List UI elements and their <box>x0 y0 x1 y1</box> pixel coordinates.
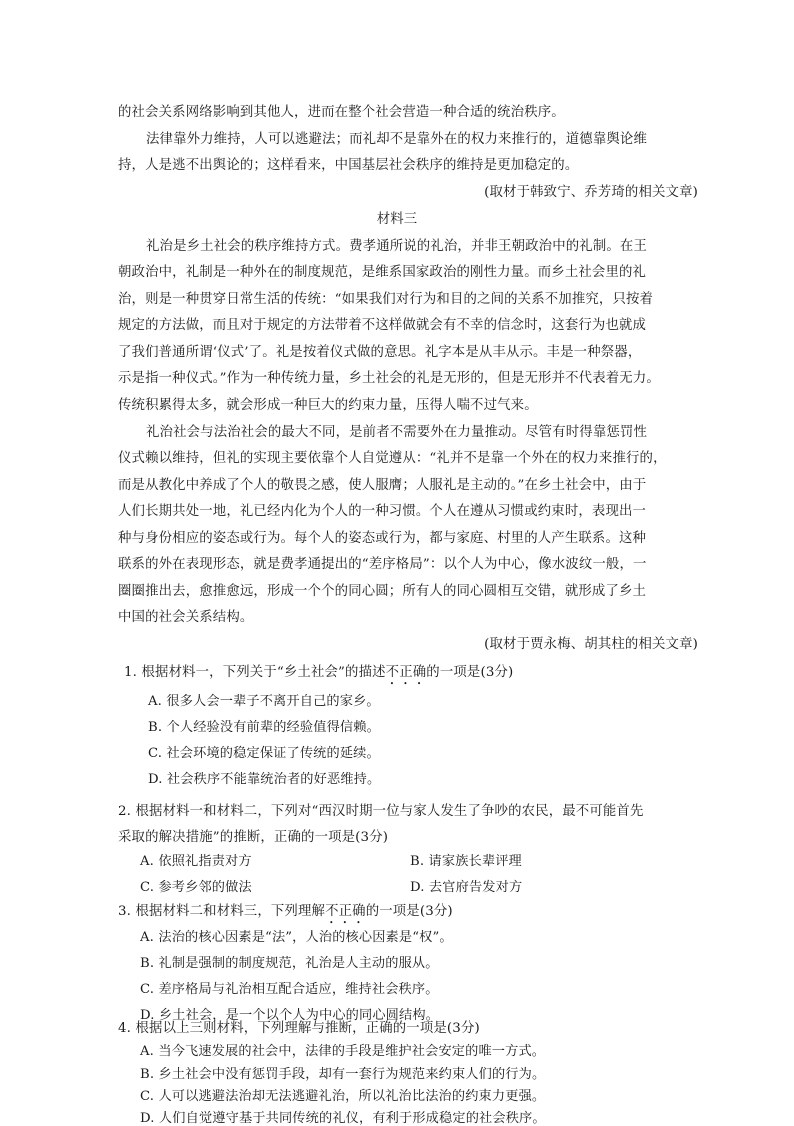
option-a: A. 依照礼指责对方 <box>140 854 252 869</box>
passage-line: 而是从教化中养成了个人的敬畏之感，使人服膺；人服礼是主动的。”在乡土社会中，由于 <box>118 478 647 493</box>
option-b: B. 乡土社会中没有惩罚手段，却有一套行为规范来约束人们的行为。 <box>140 1067 546 1082</box>
source-citation: (取材于贾永梅、胡其柱的相关文章) <box>484 637 698 652</box>
question-2-stem: 2. 根据材料一和材料二，下列对“西汉时期一位与家人发生了争吵的农民，最不可能首先 <box>118 804 644 819</box>
stem-text: 的一项是(3分) <box>365 904 453 919</box>
option-a: A. 很多人会一辈子不离开自己的家乡。 <box>148 694 380 709</box>
passage-line: 人们长期共处一地，礼已经内化为个人的一种习惯。个人在遵从习惯或约束时，表现出一 <box>118 504 647 519</box>
option-a: A. 当今飞速发展的社会中，法律的手段是维护社会安定的唯一方式。 <box>140 1044 546 1059</box>
question-3-stem <box>118 900 453 927</box>
passage-line: 示是指一种仪式。”作为一种传统力量，乡土社会的礼是无形的，但是无形并不代表着无力。 <box>118 371 660 386</box>
option-b: B. 礼制是强制的制度规范，礼治是人主动的服从。 <box>140 956 439 971</box>
passage-line: 朝政治中，礼制是一种外在的制度规范，是维系国家政治的刚性力量。而乡土社会里的礼 <box>118 265 647 280</box>
passage-line: 的社会关系网络影响到其他人，进而在整个社会营造一种合适的统治秩序。 <box>118 105 565 120</box>
option-d: D. 乡土社会，是一个以个人为中心的同心圆结构。 <box>140 1008 440 1023</box>
option-b: B. 请家族长辈评理 <box>410 854 522 869</box>
passage-line: 中国的社会关系结构。 <box>118 610 254 625</box>
stem-text: 1. 根据材料一，下列关于“乡土社会”的描述 <box>124 665 386 680</box>
option-c: C. 参考乡邻的做法 <box>140 880 252 895</box>
passage-line: 法律靠外力维持，人可以逃避法；而礼却不是靠外在的权力来推行的，道德靠舆论维 <box>146 132 648 147</box>
passage-line: 礼治社会与法治社会的最大不同，是前者不需要外在力量推动。尽管有时得靠惩罚性 <box>146 425 648 440</box>
stem-text: 的一项是(3分) <box>426 665 514 680</box>
option-d: D. 人们自觉遵守基于共同传统的礼仪，有利于形成稳定的社会秩序。 <box>140 1111 546 1126</box>
passage-line: 规定的方法做，而且对于规定的方法带着不这样做就会有不幸的信念时，这套行为也就成 <box>118 318 647 333</box>
option-b: B. 个人经验没有前辈的经验值得信赖。 <box>148 720 380 735</box>
passage-line: 持，人是逃不出舆论的；这样看来，中国基层社会秩序的维持是更加稳定的。 <box>118 158 579 173</box>
source-citation: (取材于韩致宁、乔芳琦的相关文章) <box>484 185 698 200</box>
option-c: C. 人可以逃避法治却无法逃避礼治，所以礼治比法治的约束力更强。 <box>140 1089 546 1104</box>
option-c: C. 社会环境的稳定保证了传统的延续。 <box>148 746 380 761</box>
passage-line: 仪式赖以维持，但礼的实现主要依靠个人自觉遵从：“礼并不是靠一个外在的权力来推行的， <box>118 451 667 466</box>
passage-line: 种与身份相应的姿态或行为。每个人的姿态或行为，都与家庭、村里的人产生联系。这种 <box>118 531 647 546</box>
material-title: 材料三 <box>376 212 418 227</box>
passage-line: 传统积累得太多，就会形成一种巨大的约束力量，压得人喘不过气来。 <box>118 398 538 413</box>
emphasis-text: 不正确 <box>385 665 427 680</box>
option-c: C. 差序格局与礼治相互配合适应，维持社会秩序。 <box>140 982 439 997</box>
passage-line: 圈圈推出去，愈推愈远，形成一个个的同心圆；所有人的同心圆相互交错，就形成了乡土 <box>118 584 647 599</box>
question-4-stem: 4. 根据以上三则材料，下列理解与推断，正确的一项是(3分) <box>118 1021 480 1036</box>
stem-text: 3. 根据材料二和材料三，下列理解 <box>118 904 326 919</box>
passage-line: 治，则是一种贯穿日常生活的传统：“如果我们对行为和目的之间的关系不加推究，只按着 <box>118 292 654 307</box>
option-a: A. 法治的核心因素是“法”，人治的核心因素是“权”。 <box>140 930 453 945</box>
question-2-stem: 采取的解决措施”的推断，正确的一项是(3分) <box>118 830 389 845</box>
option-d: D. 社会秩序不能靠统治者的好恶维持。 <box>148 772 381 787</box>
emphasis-text: 不正确 <box>325 904 366 919</box>
option-d: D. 去官府告发对方 <box>410 880 523 895</box>
passage-line: 礼治是乡土社会的秩序维持方式。费孝通所说的礼治，并非王朝政治中的礼制。在王 <box>146 239 648 254</box>
question-1-stem <box>124 661 513 688</box>
passage-line: 了我们普通所谓‘仪式’了。礼是按着仪式做的意思。礼字本是从丰从示。丰是一种祭器， <box>118 345 642 360</box>
passage-line: 联系的外在表现形态，就是费孝通提出的“差序格局”：以个人为中心，像水波纹一般，一 <box>118 557 647 572</box>
